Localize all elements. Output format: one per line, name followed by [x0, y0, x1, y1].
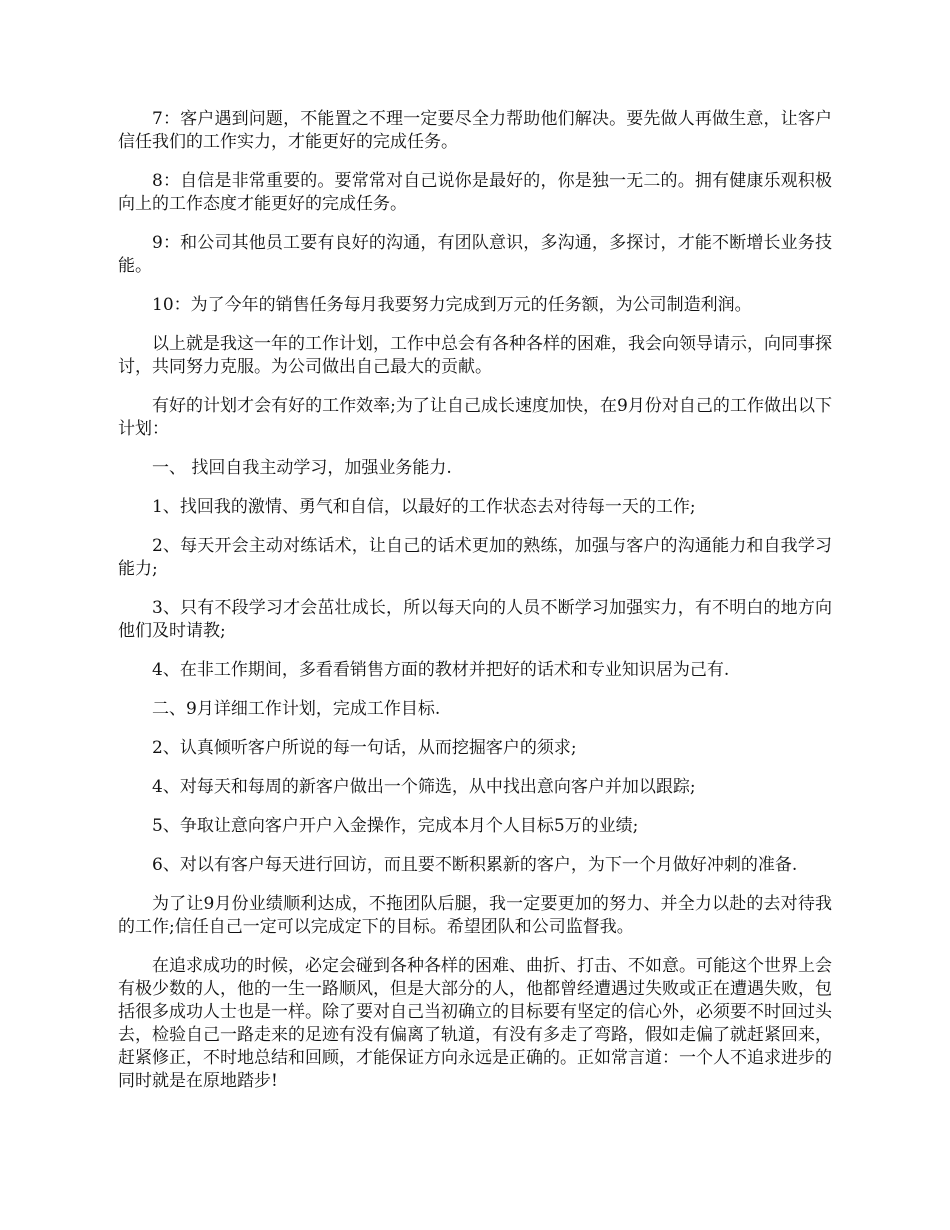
detail-item-5: 5、争取让意向客户开户入金操作，完成本月个人目标5万的业绩; [152, 816, 639, 836]
plan-item-1: 1、找回我的激情、勇气和自信，以最好的工作状态去对待每一天的工作; [152, 497, 696, 517]
detail-item-6: 6、对以有客户每天进行回访，而且要不断积累新的客户，为下一个月做好冲刺的准备. [152, 855, 798, 875]
paragraph-summary: 以上就是我这一年的工作计划，工作中总会有各种各样的困难，我会向领导请示，向同事探讨，共同努力克服。为公司做出自己最大的贡献。 [118, 334, 832, 377]
plan-item-4: 4、在非工作期间，多看看销售方面的教材并把好的话术和专业知识居为己有. [152, 660, 730, 680]
paragraph-item-8: 8：自信是非常重要的。要常常对自己说你是最好的，你是独一无二的。拥有健康乐观积极向上的工作态度才能更好的完成任务。 [118, 171, 832, 214]
paragraph-item-7: 7：客户遇到问题，不能置之不理一定要尽全力帮助他们解决。要先做人再做生意，让客户信任我们的工作实力，才能更好的完成任务。 [118, 109, 832, 152]
plan-item-3: 3、只有不段学习才会茁壮成长，所以每天向的人员不断学习加强实力，有不明白的地方向他们及时请教; [118, 598, 832, 641]
detail-item-2: 2、认真倾听客户所说的每一句话，从而挖掘客户的须求; [152, 738, 577, 758]
document-body [118, 108, 832, 1093]
paragraph-commitment: 为了让9月份业绩顺利达成，不拖团队后腿，我一定要更加的努力、并全力以赴的去对待我的工作;信任自己一定可以完成定下的目标。希望团队和公司监督我。 [118, 894, 832, 937]
section-heading-1: 一、 找回自我主动学习，加强业务能力. [152, 458, 452, 478]
section-heading-2: 二、9月详细工作计划，完成工作目标. [152, 699, 441, 719]
paragraph-closing: 在追求成功的时候，必定会碰到各种各样的困难、曲折、打击、不如意。可能这个世界上会有极少数的人，他的一生一路顺风，但是大部分的人，他都曾经遭遇过失败或正在遭遇失败，包括很多成功人士也是一样。除了要对自己当初确立的目标要有坚定的信心外，必须要不时回过头去，检验自己一路走来的足迹有没有偏离了轨道，有没有多走了弯路，假如走偏了就赶紧回来，赶紧修正，不时地总结和回顾，才能保证方向永远是正确的。正如常言道：一个人不追求进步的同时就是在原地踏步! [118, 956, 832, 1091]
plan-item-2: 2、每天开会主动对练话术，让自己的话术更加的熟练，加强与客户的沟通能力和自我学习能力; [118, 536, 832, 579]
detail-item-4: 4、对每天和每周的新客户做出一个筛选，从中找出意向客户并加以跟踪; [152, 777, 696, 797]
paragraph-item-10: 10：为了今年的销售任务每月我要努力完成到万元的任务额，为公司制造利润。 [152, 295, 752, 315]
paragraph-item-9: 9：和公司其他员工要有良好的沟通，有团队意识，多沟通，多探讨，才能不断增长业务技能。 [118, 233, 832, 276]
paragraph-plan-intro: 有好的计划才会有好的工作效率;为了让自己成长速度加快，在9月份对自己的工作做出以下计划： [118, 396, 832, 439]
